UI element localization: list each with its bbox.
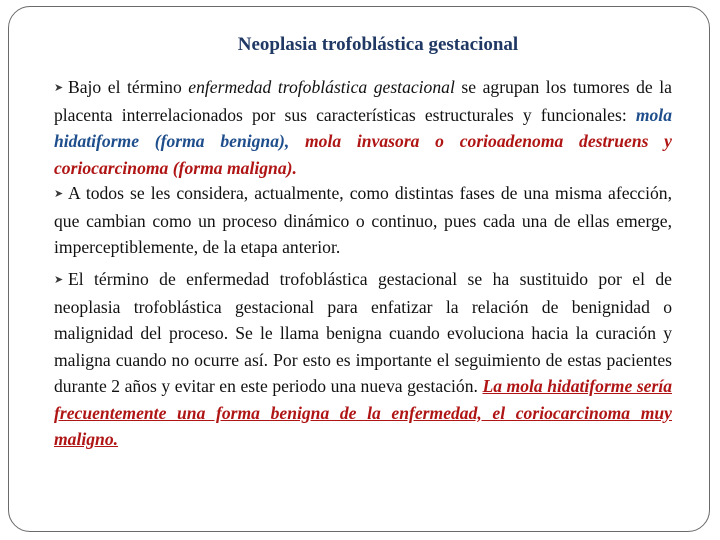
p1-red-term: mola invasora o corioadenoma destruens y coriocarcinoma (forma maligna) [54,131,672,178]
p3-red-underlined: La mola hidatiforme sería frecuentemente una forma benigna de la enfermedad, el coriocarcinoma muy maligno. [54,376,673,449]
paragraph-2 [54,180,672,261]
p1-blue-term: mola hidatiforme (forma benigna), [54,104,672,151]
arrow-bullet-icon: ➤ [54,188,64,200]
p1-text-d: . [292,157,297,178]
p2-text: A todos se les considera, actualmente, como distintas fases de una misma afección, que cambian como un proceso dinámico o continuo, pues cada una de ellas emerge, imperceptiblemente, de la etapa anterior. [54,183,672,257]
paragraph-3 [54,266,672,453]
arrow-bullet-icon: ➤ [54,274,64,286]
p1-italic-term: enfermedad trofoblástica gestacional [188,77,455,97]
p1-text-c [289,131,305,151]
p1-text-b: se agrupan los tumores de la placenta interrelacionados por sus características estructurales y funcionales: [54,77,672,125]
paragraph-1 [54,74,672,181]
p3-text: El término de enfermedad trofoblástica gestacional se ha sustituido por el de neoplasia trofoblástica gestacional para enfatizar la relación de benignidad o malignidad del proceso. Se le llama benigna cuando evoluciona hacia la curación y maligna cuando no ocurre así. Por esto es importante el seguimiento de estas pacientes durante 2 años y evitar en este periodo una nueva gestación. [54,269,672,396]
p1-text-a: Bajo el término [68,77,189,97]
arrow-bullet-icon: ➤ [54,82,64,94]
slide-title: Neoplasia trofoblástica gestacional [237,34,519,55]
